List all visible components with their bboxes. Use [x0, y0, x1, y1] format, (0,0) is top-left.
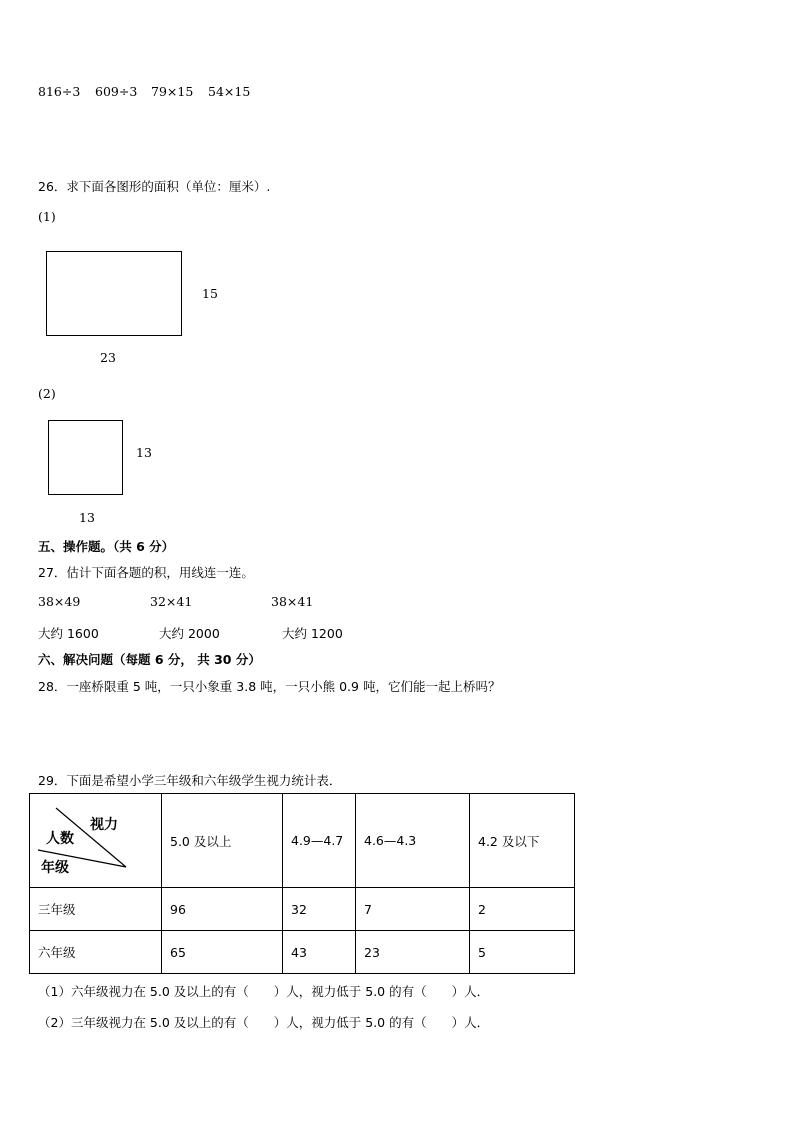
q26-part2-label: (2): [38, 386, 56, 401]
q26-part1-label: (1): [38, 209, 56, 224]
column-header: 4.9—4.7: [283, 794, 356, 888]
table-cell: 7: [356, 888, 470, 931]
table-cell: 32: [283, 888, 356, 931]
q26-title: 26．求下面各图形的面积（单位：厘米）.: [38, 179, 271, 194]
table-cell: 43: [283, 931, 356, 974]
q29-sub1: （1）六年级视力在 5.0 及以上的有（ ）人，视力低于 5.0 的有（ ）人．: [38, 984, 490, 999]
header-diag-top: 视力: [90, 817, 118, 833]
calc-item: 816÷3: [38, 84, 81, 99]
q27-title: 27．估计下面各题的积，用线连一连。: [38, 565, 254, 580]
row-header: 三年级: [30, 888, 162, 931]
table-cell: 23: [356, 931, 470, 974]
q27-estimate: 大约 1200: [282, 626, 343, 641]
diagonal-header-cell: [30, 794, 162, 888]
vision-table: [29, 793, 575, 974]
table-row: [30, 931, 575, 974]
q27-expr: 38×49: [38, 594, 81, 609]
q27-expr: 32×41: [150, 594, 193, 609]
section6-title: 六、解决问题（每题 6 分， 共 30 分）: [38, 652, 261, 667]
calc-item: 609÷3: [95, 84, 138, 99]
rectangle-figure: [46, 251, 182, 336]
column-header: 4.2 及以下: [470, 794, 575, 888]
q29-title: 29．下面是希望小学三年级和六年级学生视力统计表．: [38, 773, 342, 788]
calc-item: 54×15: [208, 84, 251, 99]
table-cell: 5: [470, 931, 575, 974]
square-width-label: 13: [79, 510, 95, 525]
table-cell: 65: [162, 931, 283, 974]
calc-item: 79×15: [151, 84, 194, 99]
rectangle-height-label: 15: [202, 286, 218, 301]
q29-sub2: （2）三年级视力在 5.0 及以上的有（ ）人，视力低于 5.0 的有（ ）人．: [38, 1015, 490, 1030]
rectangle-width-label: 23: [100, 350, 116, 365]
q28-text: 28．一座桥限重 5 吨，一只小象重 3.8 吨，一只小熊 0.9 吨，它们能一起上桥吗？: [38, 679, 501, 694]
table-header-row: [30, 794, 575, 888]
q27-expr: 38×41: [271, 594, 314, 609]
table-cell: 96: [162, 888, 283, 931]
column-header: 4.6—4.3: [356, 794, 470, 888]
q27-estimate: 大约 1600: [38, 626, 99, 641]
square-height-label: 13: [136, 445, 152, 460]
header-diag-mid: 人数: [46, 831, 74, 847]
q27-estimate: 大约 2000: [159, 626, 220, 641]
section5-title: 五、操作题。（共 6 分）: [38, 539, 175, 554]
table-row: [30, 888, 575, 931]
header-diag-bottom: 年级: [41, 860, 69, 876]
row-header: 六年级: [30, 931, 162, 974]
table-cell: 2: [470, 888, 575, 931]
square-figure: [48, 420, 123, 495]
column-header: 5.0 及以上: [162, 794, 283, 888]
